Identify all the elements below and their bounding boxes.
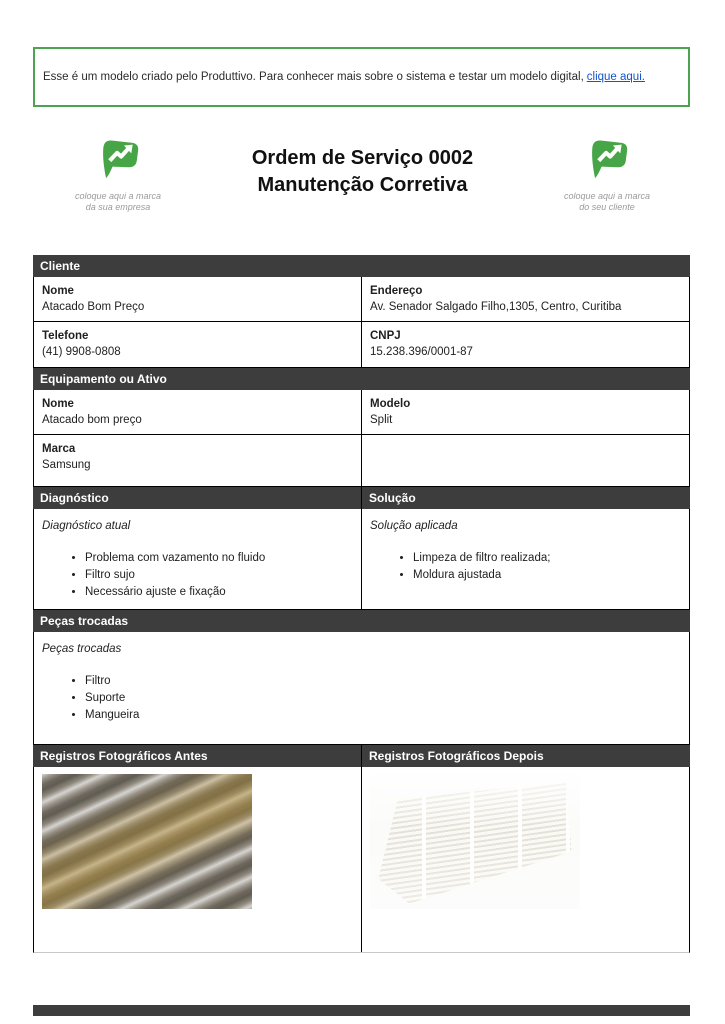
cliente-endereco-cell [361, 277, 689, 321]
section-header-fotos-antes: Registros Fotográficos Antes [33, 745, 361, 767]
field-value: Split [370, 414, 393, 426]
section-header-row [33, 487, 690, 509]
order-table [33, 255, 690, 953]
title-order-number: Ordem de Serviço 0002 [251, 147, 474, 169]
section-header-pecas: Peças trocadas [33, 610, 690, 632]
field-label: Marca [42, 443, 76, 455]
table-row [33, 390, 690, 435]
produttivo-logo-icon [95, 135, 141, 179]
table-row [33, 632, 690, 745]
company-caption-line1: coloque aqui a marca [74, 191, 162, 201]
client-logo-caption [548, 191, 666, 213]
solucao-cell [361, 509, 689, 609]
table-row [33, 322, 690, 368]
company-caption-line2: da sua empresa [85, 202, 151, 212]
pecas-subtitle: Peças trocadas [42, 643, 122, 655]
pecas-cell [34, 632, 689, 744]
dirty-air-filter-photo [42, 774, 252, 909]
title-maintenance-type: Manutenção Corretiva [257, 174, 468, 196]
section-header-equipamento: Equipamento ou Ativo [33, 368, 690, 390]
diagnostico-subtitle: Diagnóstico atual [42, 520, 131, 532]
page-break-section-bar [33, 1005, 690, 1016]
diagnostico-list [42, 550, 353, 601]
list-item: • Filtro [85, 673, 681, 690]
table-row [33, 435, 690, 487]
page-title [140, 145, 585, 199]
cliente-cnpj-cell [361, 322, 689, 367]
list-item: • Suporte [85, 690, 681, 707]
field-label: Nome [42, 398, 74, 410]
foto-depois-cell [361, 767, 689, 952]
cliente-telefone-cell [34, 322, 361, 367]
field-label: Modelo [370, 398, 411, 410]
field-value: Atacado bom preço [42, 414, 142, 426]
clean-air-filter-photo [370, 774, 580, 909]
field-value: Samsung [42, 459, 91, 471]
list-item: • Filtro sujo [85, 567, 353, 584]
list-item: • Problema com vazamento no fluido [85, 550, 353, 567]
field-label: Endereço [370, 285, 423, 297]
list-item: • Limpeza de filtro realizada; [413, 550, 681, 567]
field-label: Nome [42, 285, 74, 297]
equipamento-marca-cell [34, 435, 361, 486]
section-header-fotos-depois: Registros Fotográficos Depois [361, 745, 690, 767]
field-label: Telefone [42, 330, 89, 342]
produttivo-info-banner [33, 47, 690, 107]
field-value: 15.238.396/0001-87 [370, 346, 473, 358]
field-value: (41) 9908-0808 [42, 346, 121, 358]
table-row [33, 767, 690, 953]
section-header-row [33, 745, 690, 767]
field-value: Atacado Bom Preço [42, 301, 145, 313]
equipamento-modelo-cell [361, 390, 689, 434]
diagnostico-cell [34, 509, 361, 609]
document-header [0, 135, 725, 220]
list-item: • Necessário ajuste e fixação [85, 584, 353, 601]
table-row [33, 277, 690, 322]
section-header-solucao: Solução [361, 487, 690, 509]
section-header-diagnostico: Diagnóstico [33, 487, 361, 509]
client-logo-block [548, 135, 666, 213]
solucao-subtitle: Solução aplicada [370, 520, 458, 532]
solucao-list [370, 550, 681, 584]
client-caption-line2: do seu cliente [579, 202, 635, 212]
produttivo-logo-icon [584, 135, 630, 179]
foto-antes-cell [34, 767, 361, 952]
clique-aqui-link[interactable]: clique aqui. [586, 71, 645, 83]
field-label: CNPJ [370, 330, 401, 342]
table-row [33, 509, 690, 610]
empty-cell [361, 435, 689, 486]
filter-panel-texture [378, 779, 571, 903]
equipamento-nome-cell [34, 390, 361, 434]
field-value: Av. Senador Salgado Filho,1305, Centro, Curitiba [370, 301, 622, 313]
list-item: • Mangueira [85, 707, 681, 724]
pecas-list [42, 673, 681, 724]
client-caption-line1: coloque aqui a marca [563, 191, 651, 201]
list-item: • Moldura ajustada [413, 567, 681, 584]
cliente-nome-cell [34, 277, 361, 321]
section-header-cliente: Cliente [33, 255, 690, 277]
banner-text: Esse é um modelo criado pelo Produttivo. Para conhecer mais sobre o sistema e testar um modelo digital, [43, 71, 584, 83]
